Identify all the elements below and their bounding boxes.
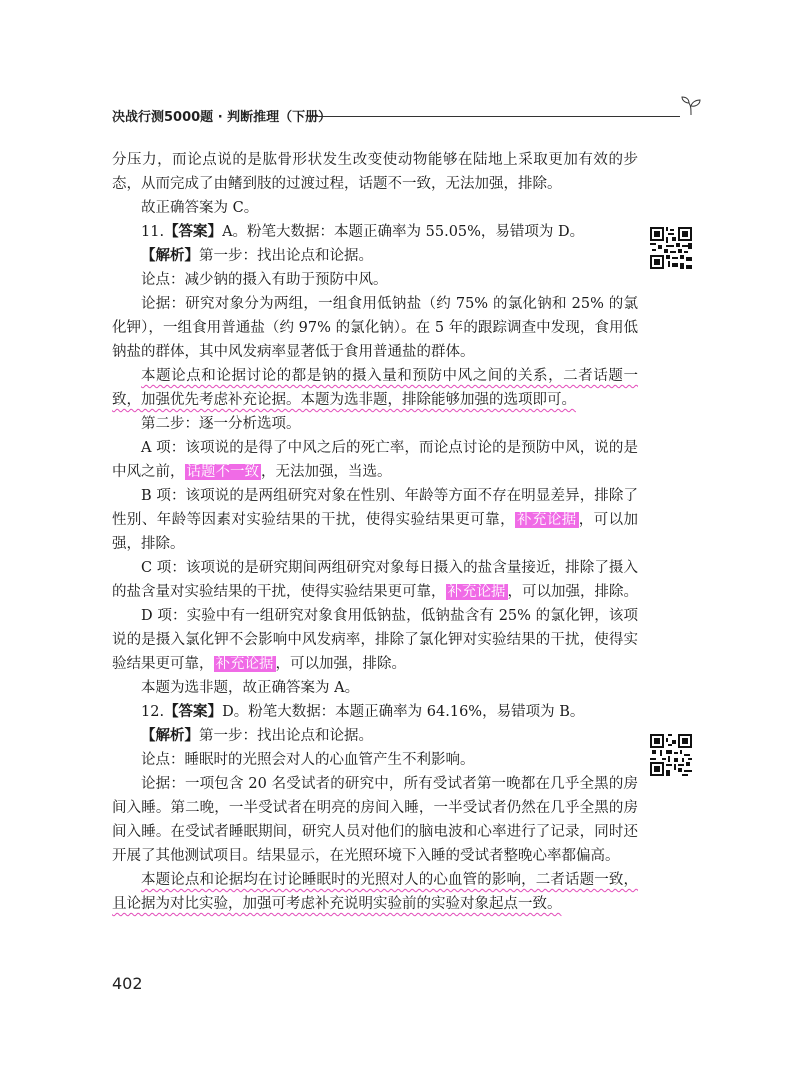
answer-tag: 【答案】 bbox=[164, 223, 223, 240]
paragraph: 分压力，而论点说的是肱骨形状发生改变使动物能够在陆地上采取更加有效的步态，从而完成了由鳍到肢的过渡过程，话题不一致，无法加强，排除。 bbox=[112, 152, 638, 192]
answer-text: D。粉笔大数据：本题正确率为 64.16%，易错项为 B。 bbox=[222, 704, 585, 720]
evidence: 论据：一项包含 20 名受试者的研究中，所有受试者第一晚都在几乎全黑的房间入睡。第二晚，一半受试者在明亮的房间入睡，一半受试者仍然在几乎全黑的房间入睡。在受试者睡眠期间，研究人员对他们的脑电波和心率进行了记录，同时还开展了其他测试项目。结果显示，在光照环境下入睡的受试者整晚心率都偏高。 bbox=[112, 776, 638, 864]
analysis-tag: 【解析】 bbox=[141, 247, 199, 264]
highlight-mark: 补充论据 bbox=[517, 512, 577, 528]
answer-tag: 【答案】 bbox=[164, 703, 223, 720]
running-header bbox=[112, 106, 702, 128]
option-text: B 项：该项说的是两组研究对象在性别、年龄等方面不存在明显差异，排除了性别、年龄等因素对实验结果的干扰，使得实验结果更可靠， bbox=[112, 488, 638, 528]
book-title: 决战行测5000题 · 判断推理（下册） bbox=[112, 110, 332, 125]
evidence: 论据：研究对象分为两组，一组食用低钠盐（约 75% 的氯化钠和 25% 的氯化钾），一组食用普通盐（约 97% 的氯化钠）。在 5 年的跟踪调查中发现，食用低钠盐的群体，其中风发病率显著低于食用普通盐的群体。 bbox=[112, 296, 638, 360]
highlight-mark: 话题不一致 bbox=[186, 464, 259, 480]
question-number: 11. bbox=[141, 224, 165, 240]
highlight-mark: 补充论据 bbox=[215, 656, 274, 672]
page-number: 402 bbox=[112, 974, 143, 993]
step-two: 第二步：逐一分析选项。 bbox=[141, 416, 301, 432]
analysis-tag: 【解析】 bbox=[141, 727, 199, 744]
answer-line-12 bbox=[112, 700, 638, 724]
claim: 论点：减少钠的摄入有助于预防中风。 bbox=[141, 272, 388, 288]
analysis-text: 第一步：找出论点和论据。 bbox=[199, 728, 373, 744]
wavy-underline-text: 本题论点和论据讨论的都是钠的摄入量和预防中风之间的关系，二者话题一致，加强优先考虑补充论据。本题为选非题，排除能够加强的选项即可。 bbox=[112, 368, 638, 408]
answer-text: A。粉笔大数据：本题正确率为 55.05%，易错项为 D。 bbox=[222, 224, 585, 240]
analysis-text: 第一步：找出论点和论据。 bbox=[199, 248, 373, 264]
answer-line-11 bbox=[112, 220, 638, 244]
option-text: C 项：该项说的是研究期间两组研究对象每日摄入的盐含量接近，排除了摄入的盐含量对实验结果的干扰，使得实验结果更可靠， bbox=[112, 560, 638, 600]
option-text: ，无法加强，当选。 bbox=[261, 464, 392, 480]
claim: 论点：睡眠时的光照会对人的心血管产生不利影响。 bbox=[141, 752, 475, 768]
option-c bbox=[112, 556, 638, 604]
paragraph: 故正确答案为 C。 bbox=[141, 200, 259, 216]
option-text: D 项：实验中有一组研究对象食用低钠盐，低钠盐含有 25% 的氯化钾，该项说的是摄入氯化钾不会影响中风发病率，排除了氯化钾对实验结果的干扰，使得实验结果更可靠， bbox=[112, 608, 638, 672]
underlined-note bbox=[112, 364, 638, 412]
highlight-mark: 补充论据 bbox=[447, 584, 506, 600]
underlined-note bbox=[112, 868, 638, 916]
conclusion: 本题为选非题，故正确答案为 A。 bbox=[141, 680, 360, 696]
page-content bbox=[112, 148, 638, 916]
wavy-underline-text: 本题论点和论据均在讨论睡眠时的光照对人的心血管的影响，二者话题一致，且论据为对比实验，加强可考虑补充说明实验前的实验对象起点一致。 bbox=[112, 872, 638, 912]
leaf-icon bbox=[680, 96, 702, 116]
option-b bbox=[112, 484, 638, 556]
option-a bbox=[112, 436, 638, 484]
option-text: A 项：该项说的是得了中风之后的死亡率，而论点讨论的是预防中风，说的是中风之前， bbox=[112, 440, 638, 480]
analysis-line-11 bbox=[112, 244, 638, 268]
qr-code-icon bbox=[650, 734, 692, 776]
option-text: ，可以加强，排除。 bbox=[507, 584, 638, 600]
option-text: ，可以加强，排除。 bbox=[112, 512, 639, 552]
header-rule bbox=[308, 116, 680, 117]
option-text: ，可以加强，排除。 bbox=[275, 656, 406, 672]
analysis-line-12 bbox=[112, 724, 638, 748]
option-d bbox=[112, 604, 638, 676]
qr-code-icon bbox=[650, 227, 692, 269]
question-number: 12. bbox=[141, 704, 165, 720]
